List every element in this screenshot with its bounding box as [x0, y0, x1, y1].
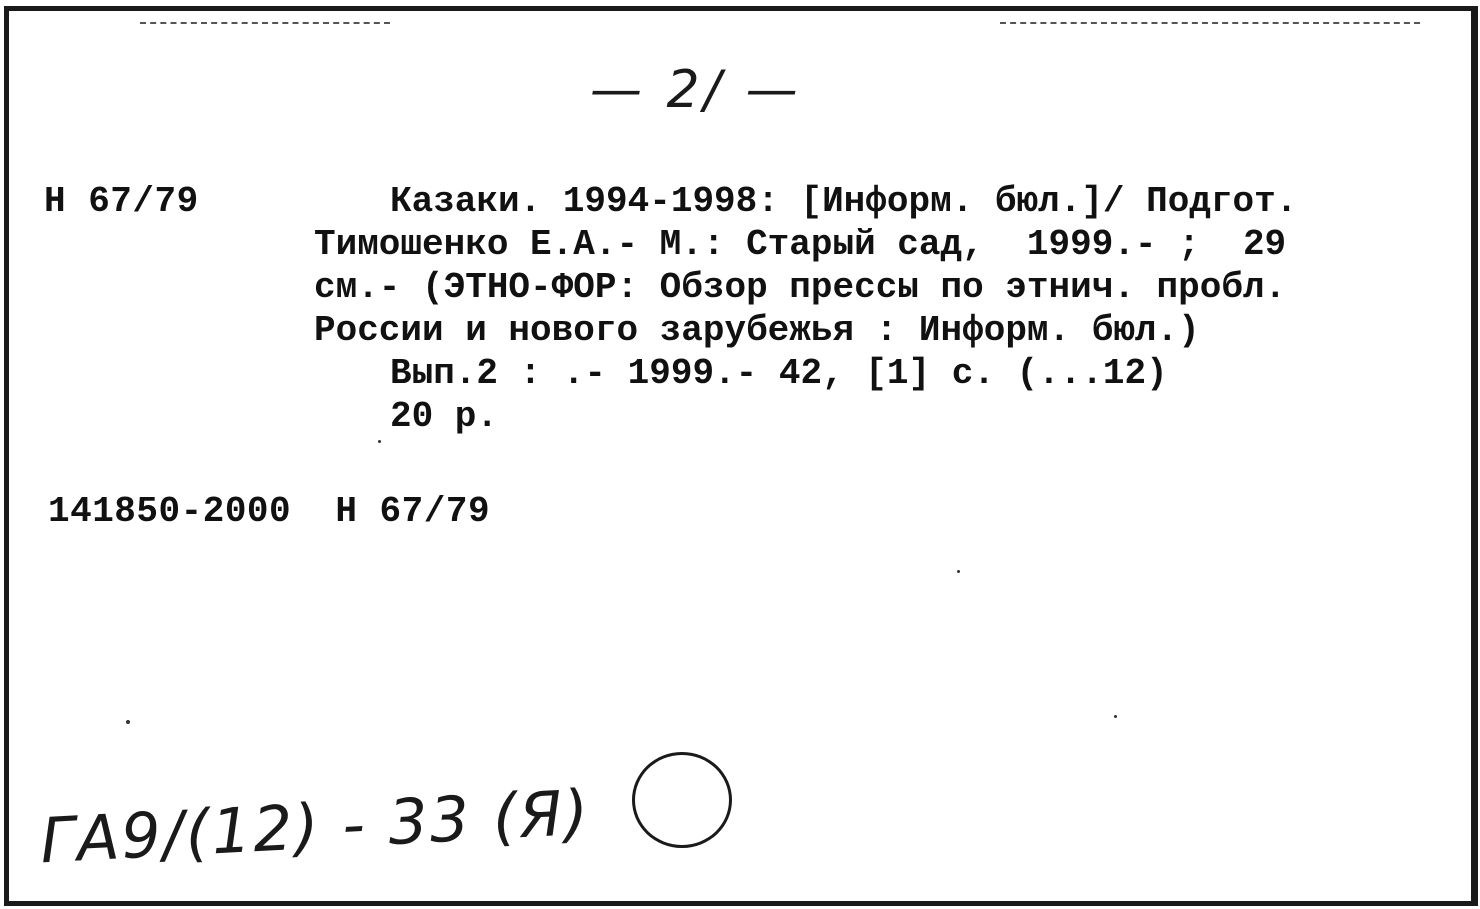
speck	[126, 720, 130, 724]
top-dashed-rule-left	[140, 22, 390, 24]
circle-mark	[632, 752, 732, 848]
entry-line-price: 20 р.	[390, 396, 499, 437]
entry-line-title: Казаки. 1994-1998: [Информ. бюл.]/ Подгот.	[390, 181, 1298, 222]
speck	[1114, 715, 1117, 718]
entry-line-issue: Вып.2 : .- 1999.- 42, [1] с. (...12)	[390, 353, 1168, 394]
speck	[957, 570, 960, 573]
catalog-card	[4, 6, 1478, 906]
top-dashed-rule-right	[1000, 22, 1420, 24]
entry-line-series: см.- (ЭТНО-ФОР: Обзор прессы по этнич. пробл.	[314, 267, 1287, 308]
shelf-mark: Н 67/79	[44, 181, 199, 222]
handwritten-page-number: — 2/ —	[590, 60, 802, 120]
speck	[378, 440, 381, 443]
inventory-number: 141850-2000 Н 67/79	[48, 491, 491, 532]
entry-line-publication: Тимошенко Е.А.- М.: Старый сад, 1999.- ; 29	[314, 224, 1287, 265]
handwritten-call-number: ГА9/(12) - 33 (Я)	[38, 775, 592, 878]
entry-line-series-cont: России и нового зарубежья : Информ. бюл.)	[314, 310, 1200, 351]
